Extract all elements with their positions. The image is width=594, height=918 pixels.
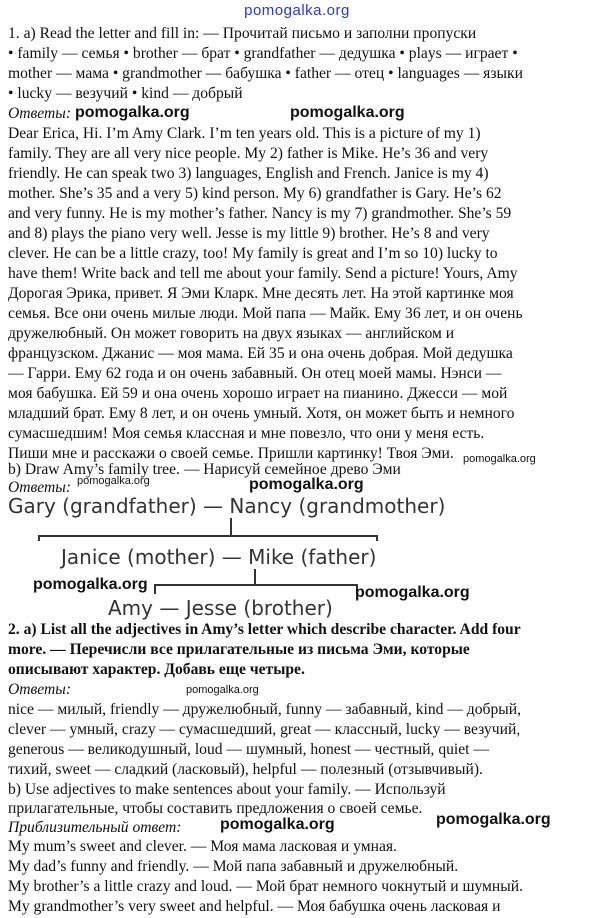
ex2-task-line: 2. a) List all the adjectives in Amy’s letter which describe character. Add four [8, 621, 521, 638]
ex1b-answers-label: Ответы: [8, 479, 72, 496]
sentence-line: My grandmother’s very sweet and helpful. — Моя бабушка очень ласковая и [8, 898, 501, 915]
translation-line: Дорогая Эрика, привет. Я Эми Кларк. Мне десять лет. На этой картинке моя [8, 285, 514, 302]
translation-line: Пиши мне и расскажи о своей семье. Пришли картинку! Твоя Эми. [8, 445, 454, 462]
watermark: pomogalka.org [249, 476, 364, 493]
watermark: pomogalka.org [33, 576, 148, 593]
tree-connector [38, 535, 377, 537]
tree-grandparents: Gary (grandfather) — Nancy (grandmother) [8, 494, 446, 518]
letter-line: have them! Write back and tell me about your family. Send a picture! Yours, Amy [8, 265, 518, 282]
translation-line: дружелюбный. Он может говорить на двух языках — английском и [8, 325, 455, 342]
watermark: pomogalka.org [220, 816, 335, 833]
tree-connector [154, 584, 156, 594]
approx-answer-label: Приблизительный ответ: [8, 819, 182, 836]
tree-connector [38, 535, 40, 541]
ex2-task-line: описывают характер. Добавь еще четыре. [8, 661, 305, 678]
adjectives-line: clever — умный, crazy — сумасшедший, great — классный, lucky — везучий, [8, 721, 521, 738]
ex1-answers-label: Ответы: [8, 105, 72, 122]
tree-parents: Janice (mother) — Mike (father) [61, 545, 377, 569]
adjectives-line: generous — великодушный, loud — шумный, honest — честный, quiet — [8, 741, 490, 758]
letter-line: mother. She’s 35 and a very 5) kind person. My 6) grandfather is Gary. He’s 62 [8, 185, 502, 202]
ex1-task-line: mother — мама • grandmother — бабушка • father — отец • languages — языки [8, 65, 523, 82]
translation-line: семья. Все они очень милые люди. Мой папа — Майк. Ему 36 лет, и он очень [8, 305, 523, 322]
tree-connector [230, 518, 232, 535]
letter-line: and 8) plays the piano very well. Jesse is my little 9) brother. He’s 8 and very [8, 225, 490, 242]
letter-line: friendly. He can speak two 3) languages, English and French. Janice is my 4) [8, 165, 489, 182]
tree-children: Amy — Jesse (brother) [108, 596, 333, 620]
ex1-task-line: • lucky — везучий • kind — добрый [8, 85, 243, 102]
letter-line: Dear Erica, Hi. I’m Amy Clark. I’m ten years old. This is a picture of my 1) [8, 125, 481, 142]
translation-line: моя бабушка. Ей 59 и она очень хорошо играет на пианино. Джесси — мой [8, 385, 508, 402]
watermark: pomogalka.org [75, 104, 190, 121]
watermark: pomogalka.org [290, 104, 405, 121]
watermark: pomogalka.org [463, 453, 536, 465]
watermark: pomogalka.org [436, 811, 551, 828]
letter-line: family. They are all very nice people. My 2) father is Mike. He’s 36 and very [8, 145, 489, 162]
watermark: pomogalka.org [186, 684, 259, 696]
letter-line: and very funny. He is my mother’s father. Nancy is my 7) grandmother. She’s 59 [8, 205, 512, 222]
translation-line: французском. Джанис — моя мама. Ей 35 и она очень добрая. Мой дедушка [8, 345, 513, 362]
ex2-answers-label: Ответы: [8, 681, 72, 698]
translation-line: — Гарри. Ему 62 года и он очень забавный. Он отец моей мамы. Нэнси — [8, 365, 502, 382]
sentence-line: My brother’s a little crazy and loud. — Мой брат немного чокнутый и шумный. [8, 878, 523, 895]
ex1-task-line: • family — семья • brother — брат • grandfather — дедушка • plays — играет • [8, 45, 518, 62]
ex2b-task-line: прилагательные, чтобы составить предложения о своей семье. [8, 800, 423, 817]
tree-connector [154, 584, 358, 586]
letter-line: clever. He can be a little crazy, too! My family is great and I’m so 10) lucky to [8, 245, 498, 262]
watermark: pomogalka.org [77, 475, 150, 487]
translation-line: младший брат. Ему 8 лет, и он очень умный. Хотя, он может быть и немного [8, 405, 515, 422]
adjectives-line: тихий, sweet — сладкий (ласковый), helpful — полезный (отзывчивый). [8, 761, 483, 778]
ex1-task-line: 1. a) Read the letter and fill in: — Прочитай письмо и заполни пропуски [8, 25, 477, 42]
ex1b-task: b) Draw Amy’s family tree. — Нарисуй семейное древо Эми [8, 461, 401, 478]
ex2b-task-line: b) Use adjectives to make sentences about your family. — Используй [8, 781, 446, 798]
sentence-line: My mum’s sweet and clever. — Моя мама ласковая и умная. [8, 838, 397, 855]
tree-connector [254, 569, 256, 585]
site-header-watermark: pomogalka.org [244, 2, 350, 19]
tree-connector [376, 535, 378, 541]
watermark: pomogalka.org [355, 584, 470, 601]
sentence-line: My dad’s funny and friendly. — Мой папа забавный и дружелюбный. [8, 858, 459, 875]
translation-line: сумасшедшим! Моя семья классная и мне повезло, что они у меня есть. [8, 425, 485, 442]
adjectives-line: nice — милый, friendly — дружелюбный, funny — забавный, kind — добрый, [8, 701, 521, 718]
ex2-task-line: more. — Перечисли все прилагательные из письма Эми, которые [8, 641, 470, 658]
